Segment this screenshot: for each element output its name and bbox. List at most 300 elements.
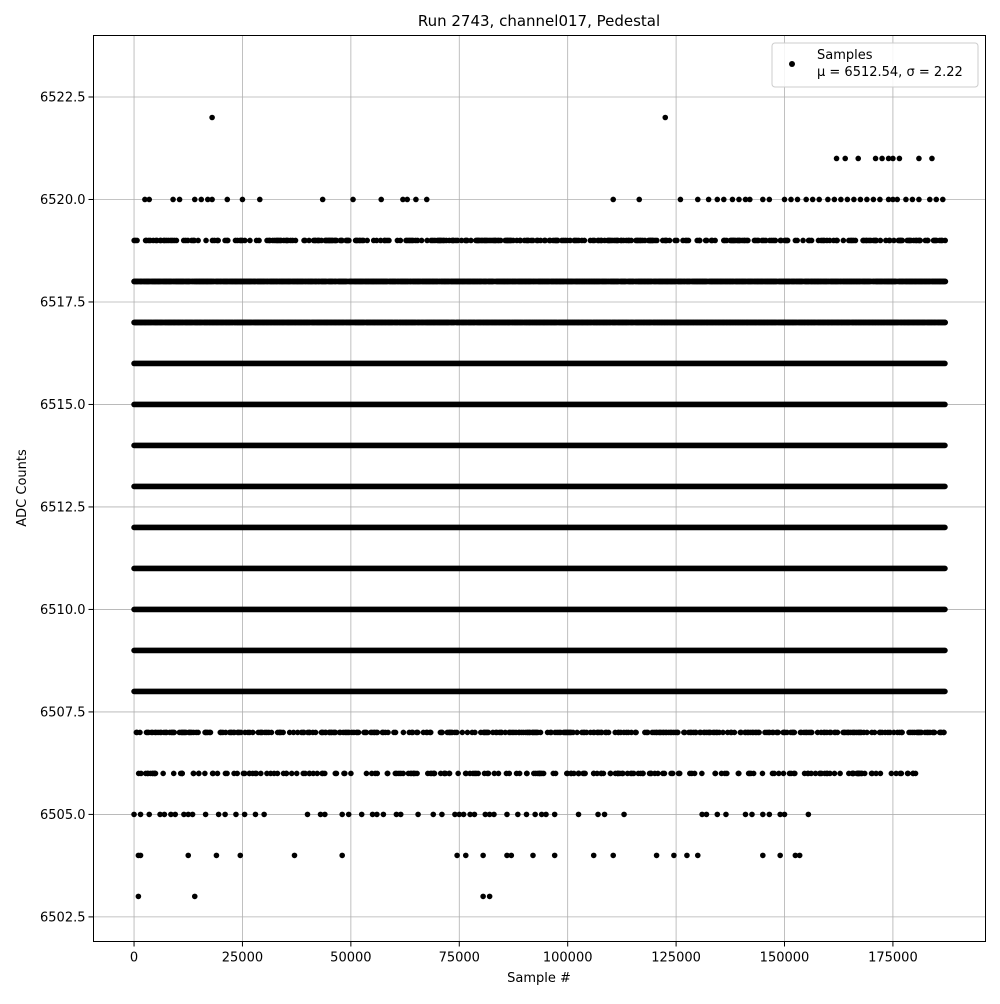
scatter-point [472, 812, 478, 818]
scatter-point [178, 771, 184, 777]
scatter-point [899, 238, 905, 244]
y-tick-label: 6515.0 [40, 397, 86, 413]
scatter-point [599, 771, 605, 777]
scatter-point [538, 730, 544, 736]
scatter-point [247, 238, 253, 244]
scatter-point [538, 771, 544, 777]
scatter-point [191, 771, 197, 777]
scatter-point [550, 771, 556, 777]
scatter-point [491, 812, 497, 818]
scatter-point [879, 156, 885, 162]
scatter-point [835, 730, 841, 736]
scatter-point [203, 812, 209, 818]
legend-label: Samples [817, 48, 873, 63]
scatter-point [198, 197, 204, 203]
scatter-point [736, 197, 742, 203]
scatter-point [660, 771, 666, 777]
legend [772, 43, 978, 87]
scatter-point [381, 812, 387, 818]
scatter-point [203, 238, 209, 244]
scatter-point [208, 730, 214, 736]
scatter-point [802, 771, 808, 777]
scatter-point [233, 812, 239, 818]
x-tick-label: 0 [129, 950, 139, 966]
scatter-point [280, 730, 286, 736]
y-tick-label: 6505.0 [40, 807, 86, 823]
scatter-point [215, 771, 221, 777]
scatter-point [195, 238, 201, 244]
scatter-point [261, 812, 267, 818]
scatter-point [767, 812, 773, 818]
x-tick-label: 125000 [651, 950, 701, 966]
scatter-point [401, 730, 407, 736]
scatter-point [873, 771, 879, 777]
scatter-point [941, 730, 947, 736]
scatter-point [394, 771, 400, 777]
scatter-point [253, 812, 259, 818]
scatter-point [339, 812, 345, 818]
scatter-point [686, 238, 692, 244]
scatter-point [582, 771, 588, 777]
scatter-point [747, 197, 753, 203]
scatter-point [202, 771, 208, 777]
scatter-point [374, 812, 380, 818]
scatter-point [375, 730, 381, 736]
scatter-point [608, 771, 614, 777]
scatter-point [517, 771, 523, 777]
scatter-point [910, 771, 916, 777]
scatter-point [684, 853, 690, 859]
scatter-point [177, 197, 183, 203]
scatter-point [940, 197, 946, 203]
x-tick-label: 100000 [542, 950, 593, 966]
scatter-point [190, 812, 196, 818]
scatter-point [834, 156, 840, 162]
scatter-point [633, 730, 639, 736]
scatter-point [136, 894, 142, 900]
scatter-point [463, 771, 469, 777]
scatter-point [800, 238, 806, 244]
x-tick-label: 25000 [221, 950, 264, 966]
scatter-point [439, 730, 445, 736]
scatter-point [730, 197, 736, 203]
scatter-point [214, 853, 220, 859]
scatter-point [250, 730, 256, 736]
scatter-point [927, 197, 933, 203]
scatter-point [655, 771, 661, 777]
scatter-point [903, 197, 909, 203]
scatter-point [832, 197, 838, 203]
scatter-point [509, 853, 515, 859]
scatter-point [400, 771, 406, 777]
scatter-point [531, 771, 537, 777]
scatter-point [723, 812, 729, 818]
scatter-point [803, 197, 809, 203]
scatter-point [293, 238, 299, 244]
scatter-point [258, 771, 264, 777]
x-tick-label: 175000 [868, 950, 918, 966]
scatter-point [372, 771, 378, 777]
scatter-point [662, 115, 668, 121]
y-tick-label: 6512.5 [40, 500, 86, 516]
scatter-point [893, 771, 899, 777]
scatter-point [460, 730, 466, 736]
scatter-point [792, 730, 798, 736]
scatter-point [788, 197, 794, 203]
scatter-point [849, 771, 855, 777]
scatter-point [858, 197, 864, 203]
scatter-point [794, 238, 800, 244]
scatter-point [788, 771, 794, 777]
scatter-point [841, 238, 847, 244]
scatter-point [240, 197, 246, 203]
scatter-point [160, 771, 166, 777]
scatter-point [872, 730, 878, 736]
scatter-point [454, 853, 460, 859]
scatter-point [749, 812, 755, 818]
scatter-point [552, 812, 558, 818]
scatter-point [899, 771, 905, 777]
scatter-point [929, 156, 935, 162]
scatter-point [899, 730, 905, 736]
scatter-point [942, 320, 948, 326]
scatter-point [504, 812, 510, 818]
scatter-point [851, 197, 857, 203]
scatter-point [356, 730, 362, 736]
scatter-point [515, 812, 521, 818]
scatter-point [348, 771, 354, 777]
scatter-point [782, 812, 788, 818]
scatter-point [760, 853, 766, 859]
scatter-point [146, 197, 152, 203]
scatter-point [414, 771, 420, 777]
scatter-point [524, 771, 530, 777]
scatter-point [192, 197, 198, 203]
scatter-point [871, 197, 877, 203]
scatter-point [782, 197, 788, 203]
scatter-point [222, 812, 228, 818]
scatter-point [910, 197, 916, 203]
scatter-point [743, 812, 749, 818]
scatter-point [543, 812, 549, 818]
scatter-point [667, 238, 673, 244]
scatter-point [454, 730, 460, 736]
legend-marker [789, 61, 795, 67]
scatter-point [415, 730, 421, 736]
scatter-point [225, 238, 231, 244]
scatter-point [625, 771, 631, 777]
scatter-point [760, 197, 766, 203]
scatter-point [569, 771, 575, 777]
x-tick-label: 150000 [759, 950, 810, 966]
scatter-point [332, 771, 338, 777]
scatter-point [322, 812, 328, 818]
scatter-point [455, 771, 461, 777]
scatter-point [385, 730, 391, 736]
scatter-point [838, 197, 844, 203]
scatter-point [809, 238, 815, 244]
scatter-point [797, 853, 803, 859]
scatter-point [668, 771, 674, 777]
scatter-point [305, 812, 311, 818]
scatter-point [877, 197, 883, 203]
scatter-point [364, 238, 370, 244]
scatter-point [224, 197, 230, 203]
scatter-point [468, 238, 474, 244]
scatter-point [271, 771, 277, 777]
scatter-point [574, 730, 580, 736]
scatter-point [736, 771, 742, 777]
scatter-point [621, 812, 627, 818]
scatter-point [687, 771, 693, 777]
scatter-point [809, 730, 815, 736]
scatter-point [897, 156, 903, 162]
scatter-point [675, 730, 681, 736]
scatter-point [732, 730, 738, 736]
scatter-point [713, 771, 719, 777]
y-tick-label: 6510.0 [40, 602, 86, 618]
scatter-point [300, 771, 306, 777]
scatter-point [256, 238, 262, 244]
scatter-point [472, 730, 478, 736]
scatter-point [845, 197, 851, 203]
scatter-point [810, 197, 816, 203]
y-tick-label: 6520.0 [40, 192, 86, 208]
scatter-point [640, 771, 646, 777]
x-tick-label: 75000 [438, 950, 480, 966]
scatter-point [216, 812, 222, 818]
scatter-point [671, 853, 677, 859]
scatter-point [294, 771, 300, 777]
scatter-point [431, 771, 437, 777]
scatter-point [712, 238, 718, 244]
scatter-point [463, 853, 469, 859]
scatter-point [873, 156, 879, 162]
scatter-point [283, 771, 289, 777]
scatter-point [916, 156, 922, 162]
scatter-point [582, 238, 588, 244]
scatter-point [223, 771, 229, 777]
scatter-point [932, 730, 938, 736]
scatter-point [606, 730, 612, 736]
scatter-point [756, 730, 762, 736]
scatter-point [174, 238, 180, 244]
scatter-point [487, 894, 493, 900]
scatter-point [398, 238, 404, 244]
scatter-point [172, 812, 178, 818]
scatter-point [215, 238, 221, 244]
x-tick-label: 50000 [330, 950, 372, 966]
scatter-point [346, 238, 352, 244]
scatter-point [933, 197, 939, 203]
scatter-point [346, 812, 352, 818]
scatter-point [917, 238, 923, 244]
y-tick-label: 6502.5 [40, 910, 86, 926]
y-tick-label: 6522.5 [40, 90, 86, 106]
scatter-point [816, 197, 822, 203]
scatter-point [413, 197, 419, 203]
scatter-point [714, 812, 720, 818]
scatter-point [350, 197, 356, 203]
chart-title: Run 2743, channel017, Pedestal [417, 12, 661, 30]
scatter-point [819, 771, 825, 777]
scatter-point [192, 894, 198, 900]
scatter-point [777, 853, 783, 859]
scatter-point [162, 812, 168, 818]
scatter-point [719, 771, 725, 777]
scatter-point [398, 812, 404, 818]
scatter-point [195, 730, 201, 736]
scatter-point [751, 771, 757, 777]
scatter-point [552, 853, 558, 859]
scatter-point [576, 812, 582, 818]
scatter-point [269, 730, 275, 736]
scatter-point [905, 771, 911, 777]
scatter-point [697, 238, 703, 244]
scatter-point [446, 771, 452, 777]
scatter-point [480, 894, 486, 900]
scatter-point [925, 238, 931, 244]
scatter-point [636, 197, 642, 203]
scatter-point [253, 771, 259, 777]
scatter-point [134, 238, 140, 244]
scatter-point [136, 771, 142, 777]
y-axis-label: ADC Counts [15, 449, 30, 527]
scatter-point [678, 197, 684, 203]
scatter-point [461, 812, 467, 818]
scatter-point [404, 197, 410, 203]
scatter-point [878, 238, 884, 244]
scatter-point [524, 812, 530, 818]
scatter-point [234, 771, 240, 777]
scatter-point [506, 771, 512, 777]
scatter-point [428, 730, 434, 736]
scatter-point [576, 771, 582, 777]
scatter-point [320, 771, 326, 777]
scatter-point [706, 197, 712, 203]
scatter-point [170, 197, 176, 203]
scatter-point [470, 771, 476, 777]
scatter-point [894, 197, 900, 203]
scatter-point [795, 197, 801, 203]
scatter-point [532, 812, 538, 818]
scatter-point [485, 771, 491, 777]
scatter-point [292, 853, 298, 859]
scatter-point [171, 730, 177, 736]
scatter-point [237, 853, 243, 859]
scatter-point [242, 771, 248, 777]
scatter-point [676, 771, 682, 777]
x-axis-label: Sample # [507, 971, 571, 986]
scatter-point [889, 771, 895, 777]
scatter-point [760, 812, 766, 818]
scatter-point [808, 771, 814, 777]
scatter-point [480, 853, 486, 859]
scatter-point [209, 115, 215, 121]
scatter-point [131, 812, 137, 818]
scatter-point [864, 197, 870, 203]
y-tick-label: 6517.5 [40, 295, 86, 311]
scatter-point [692, 771, 698, 777]
scatter-point [916, 197, 922, 203]
scatter-point [864, 730, 870, 736]
scatter-point [827, 771, 833, 777]
scatter-point [942, 238, 948, 244]
scatter-point [714, 197, 720, 203]
scatter-point [837, 771, 843, 777]
scatter-point [842, 156, 848, 162]
scatter-point [313, 730, 319, 736]
scatter-point [257, 197, 263, 203]
scatter-point [859, 771, 865, 777]
scatter-point [430, 812, 436, 818]
scatter-point [943, 279, 949, 285]
scatter-point [409, 771, 415, 777]
scatter-point [721, 197, 727, 203]
scatter-point [591, 771, 597, 777]
scatter-point [196, 771, 202, 777]
scatter-point [530, 853, 536, 859]
scatter-point [496, 771, 502, 777]
scatter-point [143, 771, 149, 777]
scatter-point [853, 238, 859, 244]
scatter-point [595, 812, 601, 818]
scatter-point [834, 238, 840, 244]
scatter-point [378, 197, 384, 203]
scatter-point [654, 853, 660, 859]
scatter-point [615, 771, 621, 777]
scatter-point [699, 771, 705, 777]
scatter-point [647, 771, 653, 777]
scatter-point [855, 156, 861, 162]
scatter-point [242, 238, 248, 244]
scatter-point [424, 197, 430, 203]
legend-stats: μ = 6512.54, σ = 2.22 [817, 65, 963, 80]
scatter-point [314, 771, 320, 777]
scatter-point [320, 197, 326, 203]
scatter-point [138, 812, 144, 818]
scatter-point [393, 730, 399, 736]
scatter-point [806, 812, 812, 818]
scatter-point [415, 812, 421, 818]
scatter-point [289, 771, 295, 777]
scatter-point [419, 238, 425, 244]
scatter-point [138, 853, 144, 859]
y-tick-label: 6507.5 [40, 705, 86, 721]
scatter-point [674, 238, 680, 244]
scatter-point [146, 812, 152, 818]
scatter-point [654, 238, 660, 244]
scatter-point [439, 812, 445, 818]
scatter-point [773, 238, 779, 244]
scatter-point [785, 238, 791, 244]
scatter-point [359, 812, 365, 818]
scatter-point [771, 771, 777, 777]
scatter-point [137, 730, 143, 736]
scatter-point [242, 812, 248, 818]
scatter-point [760, 771, 766, 777]
scatter-point [150, 771, 156, 777]
scatter-point [610, 197, 616, 203]
scatter-point [775, 730, 781, 736]
scatter-point [890, 156, 896, 162]
scatter-point [364, 771, 370, 777]
scatter-point [602, 812, 608, 818]
scatter-point [767, 197, 773, 203]
scatter-point [209, 197, 215, 203]
scatter-point [825, 197, 831, 203]
scatter-point [591, 853, 597, 859]
